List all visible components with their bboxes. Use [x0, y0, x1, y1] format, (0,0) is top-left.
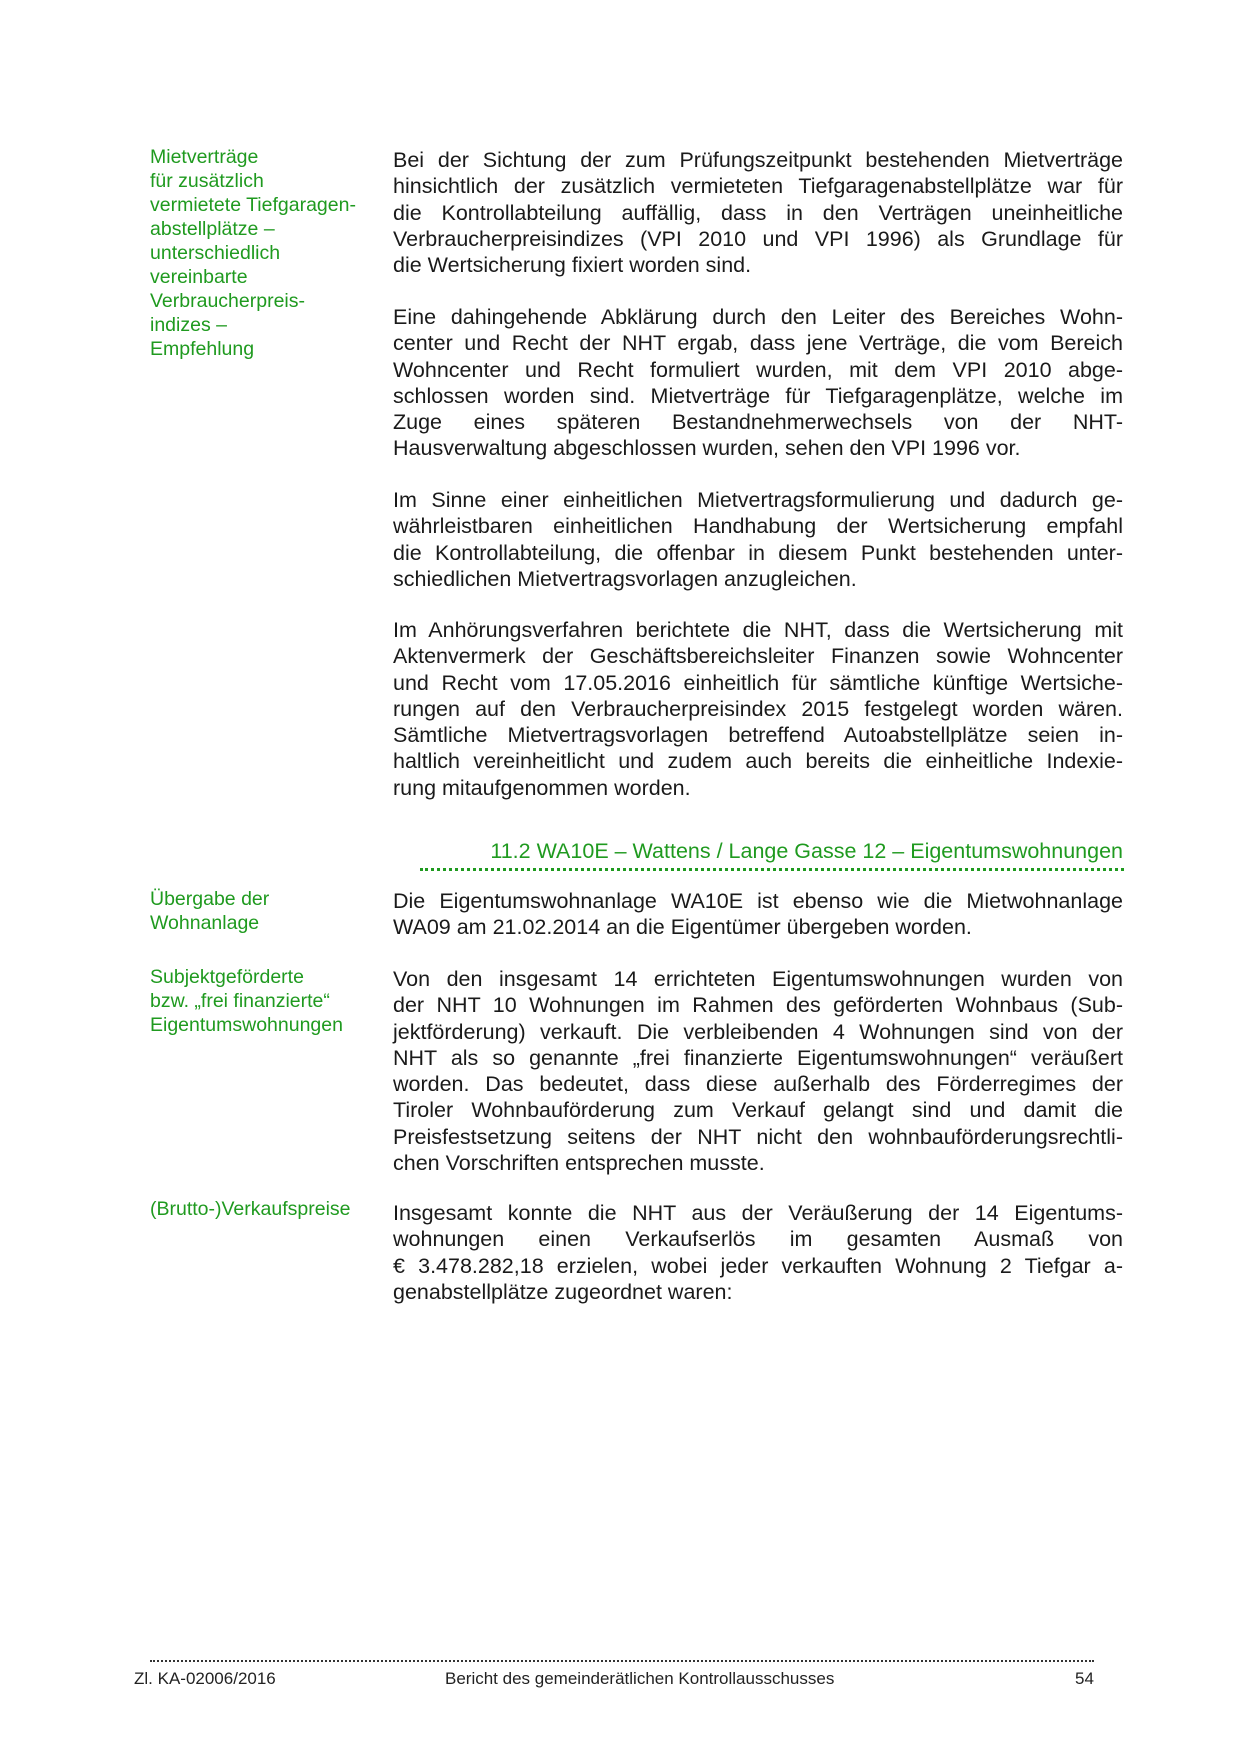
- text-line: Hausverwaltung abgeschlossen wurden, sehen den VPI 1996 vor.: [393, 436, 1021, 461]
- section-heading: 11.2 WA10E – Wattens / Lange Gasse 12 – Eigentumswohnungen: [490, 839, 1123, 863]
- text-line: Preisfestsetzung seitens der NHT nicht den wohnbauförderungsrechtli-: [393, 1124, 1123, 1149]
- sidebar-line: Wohnanlage: [150, 912, 260, 934]
- text-line: Aktenvermerk der Geschäftsbereichsleiter Finanzen sowie Wohncenter: [393, 644, 1123, 669]
- sidebar-line: Empfehlung: [150, 338, 255, 360]
- text-line: chen Vorschriften entsprechen musste.: [393, 1151, 765, 1176]
- text-line: jektförderung) verkauft. Die verbleibenden 4 Wohnungen sind von der: [393, 1019, 1123, 1044]
- sidebar-line: Mietverträge: [150, 146, 259, 168]
- text-line: Im Anhörungsverfahren berichtete die NHT, dass die Wertsicherung mit: [393, 618, 1123, 642]
- sidebar-line: Verbraucherpreis-: [150, 290, 305, 312]
- text-line: Verbraucherpreisindizes (VPI 2010 und VPI 1996) als Grundlage für: [393, 226, 1123, 251]
- paragraph-5: [393, 888, 1123, 941]
- sidebar-line: vereinbarte: [150, 266, 248, 288]
- text-line: genabstellplätze zugeordnet waren:: [393, 1279, 733, 1304]
- sidebar-line: abstellplätze –: [150, 218, 275, 240]
- sidebar-line: für zusätzlich: [150, 170, 264, 192]
- text-line: Sämtliche Mietvertragsvorlagen betreffend Autoabstellplätze seien in-: [393, 723, 1123, 748]
- sidebar-note-subsidized: [150, 965, 375, 1037]
- sidebar-note-sales-prices: [150, 1197, 375, 1221]
- text-line: haltlich vereinheitlicht und zudem auch bereits die einheitliche Indexie-: [393, 749, 1123, 774]
- text-line: € 3.478.282,18 erzielen, wobei jeder verkauften Wohnung 2 Tiefgar a-: [393, 1253, 1123, 1278]
- text-line: währleistbaren einheitlichen Handhabung der Wertsicherung empfahl: [393, 514, 1123, 539]
- paragraph-6: [393, 966, 1123, 1176]
- paragraph-1: [393, 147, 1123, 278]
- text-line: WA09 am 21.02.2014 an die Eigentümer übergeben worden.: [393, 915, 972, 940]
- footer-reference: Zl. KA-02006/2016: [134, 1669, 276, 1688]
- page-number: 54: [1075, 1669, 1094, 1688]
- paragraph-3: [393, 487, 1123, 592]
- text-line: wohnungen einen Verkaufserlös im gesamten Ausmaß von: [393, 1227, 1123, 1252]
- text-line: Von den insgesamt 14 errichteten Eigentumswohnungen wurden von: [393, 967, 1123, 991]
- text-line: Wohncenter und Recht formuliert wurden, mit dem VPI 2010 abge-: [393, 357, 1123, 382]
- text-line: Die Eigentumswohnanlage WA10E ist ebenso wie die Mietwohnanlage: [393, 889, 1123, 913]
- paragraph-7: [393, 1200, 1123, 1305]
- text-line: Insgesamt konnte die NHT aus der Veräußerung der 14 Eigentums-: [393, 1201, 1123, 1225]
- sidebar-line: unterschiedlich: [150, 242, 281, 264]
- sidebar-note-handover: [150, 887, 375, 935]
- sidebar-line: vermietete Tiefgaragen-: [150, 194, 356, 216]
- text-line: rungen auf den Verbraucherpreisindex 2015 festgelegt worden wären.: [393, 696, 1123, 721]
- sidebar-line: Subjektgeförderte: [150, 966, 304, 988]
- text-line: schiedlichen Mietvertragsvorlagen anzugleichen.: [393, 566, 857, 591]
- paragraph-4: [393, 617, 1123, 801]
- text-line: Im Sinne einer einheitlichen Mietvertragsformulierung und dadurch ge-: [393, 488, 1123, 512]
- text-line: center und Recht der NHT ergab, dass jene Verträge, die vom Bereich: [393, 331, 1123, 356]
- text-line: rung mitaufgenommen worden.: [393, 775, 691, 800]
- sidebar-line: bzw. „frei finanzierte“: [150, 990, 330, 1012]
- text-line: Tiroler Wohnbauförderung zum Verkauf gelangt sind und damit die: [393, 1098, 1123, 1123]
- text-line: die Kontrollabteilung auffällig, dass in den Verträgen uneinheitliche: [393, 200, 1123, 225]
- text-line: worden. Das bedeutet, dass diese außerhalb des Förderregimes der: [393, 1072, 1123, 1097]
- paragraph-2: [393, 304, 1123, 462]
- text-line: Eine dahingehende Abklärung durch den Leiter des Bereiches Wohn-: [393, 305, 1123, 329]
- sidebar-note-rental-contracts: [150, 145, 375, 361]
- text-line: die Wertsicherung fixiert worden sind.: [393, 253, 752, 278]
- sidebar-line: (Brutto-)Verkaufspreise: [150, 1198, 351, 1220]
- sidebar-line: Eigentumswohnungen: [150, 1014, 343, 1036]
- footer-dotted-rule: [150, 1660, 1094, 1662]
- footer-title: Bericht des gemeinderätlichen Kontrollausschusses: [445, 1669, 835, 1688]
- text-line: Bei der Sichtung der zum Prüfungszeitpunkt bestehenden Mietverträge: [393, 148, 1123, 172]
- text-line: und Recht vom 17.05.2016 einheitlich für sämtliche künftige Wertsiche-: [393, 670, 1123, 695]
- sidebar-line: Übergabe der: [150, 888, 270, 910]
- text-line: Zuge eines späteren Bestandnehmerwechsels von der NHT-: [393, 410, 1123, 435]
- text-line: schlossen worden sind. Mietverträge für Tiefgaragenplätze, welche im: [393, 383, 1123, 408]
- text-line: der NHT 10 Wohnungen im Rahmen des geförderten Wohnbaus (Sub-: [393, 993, 1123, 1018]
- text-line: hinsichtlich der zusätzlich vermieteten Tiefgaragenabstellplätze war für: [393, 174, 1123, 199]
- heading-dotted-rule: [420, 868, 1124, 871]
- text-line: die Kontrollabteilung, die offenbar in diesem Punkt bestehenden unter-: [393, 540, 1123, 565]
- sidebar-line: indizes –: [150, 314, 227, 336]
- text-line: NHT als so genannte „frei finanzierte Eigentumswohnungen“ veräußert: [393, 1045, 1123, 1070]
